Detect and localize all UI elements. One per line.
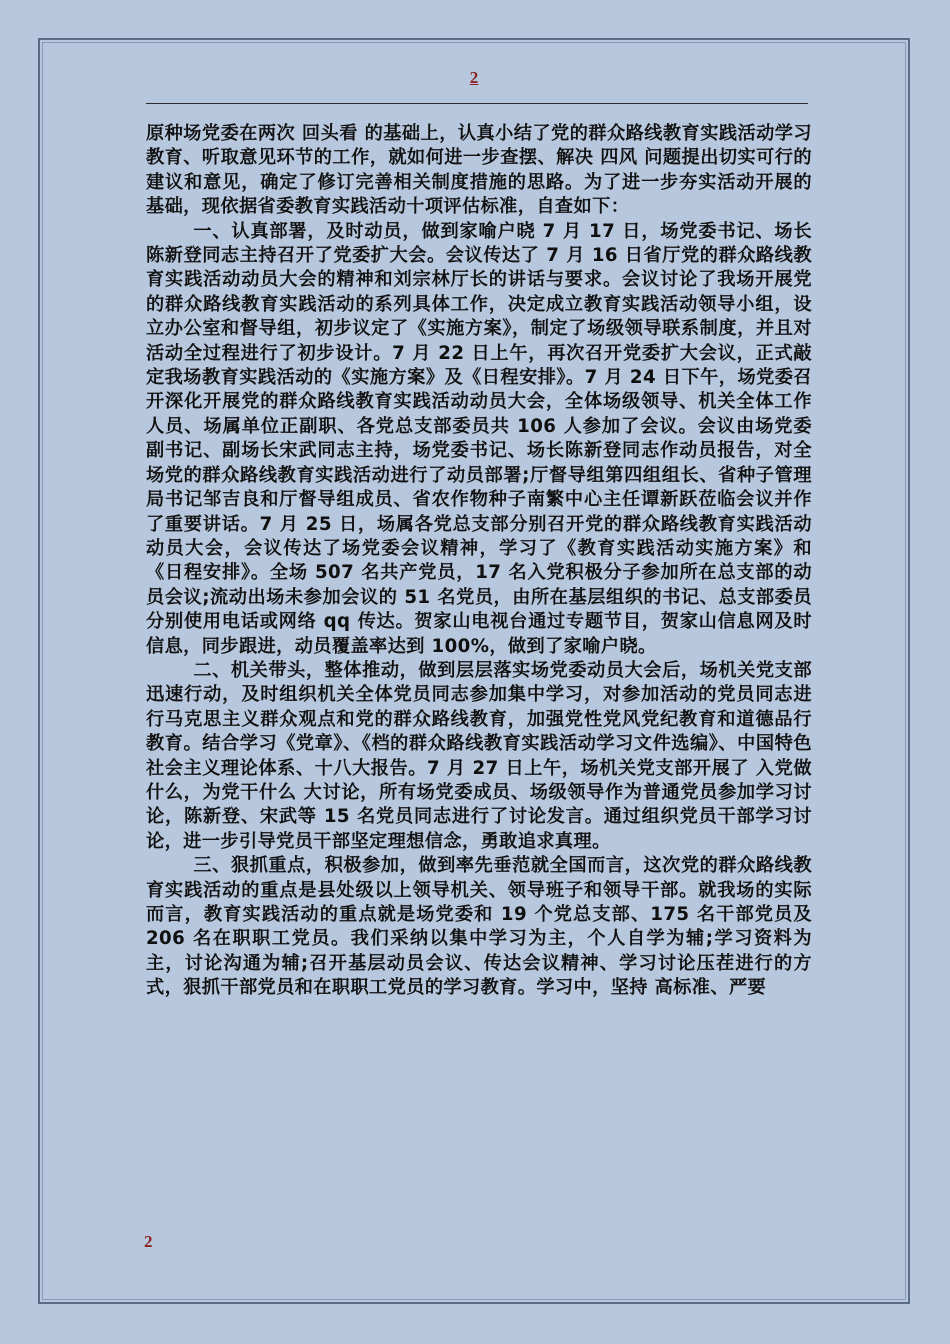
footer-page-number: 2 bbox=[144, 1232, 153, 1251]
paragraph-intro: 原种场党委在两次 回头看 的基础上，认真小结了党的群众路线教育实践活动学习教育、听取意见环节的工作，就如何进一步查摆、解决 四风 问题提出切实可行的建议和意见，确定了修订完善相关制度措施的思路。为了进一步夯实活动开展的基础，现依据省委教育实践活动十项评估标准，自查如下： bbox=[146, 123, 812, 218]
body-text bbox=[146, 122, 812, 1001]
paragraph-section-2: 二、机关带头，整体推动，做到层层落实场党委动员大会后，场机关党支部迅速行动，及时组织机关全体党员同志参加集中学习，对参加活动的党员同志进行马克思主义群众观点和党的群众路线教育，加强党性党风党纪教育和道德品行教育。结合学习《党章》、《档的群众路线教育实践活动学习文件选编》、中国特色社会主义理论体系、十八大报告。7 月 27 日上午，场机关党支部开展了 入党做什么，为党干什么 大讨论，所有场党委成员、场级领导作为普通党员参加学习讨论，陈新登、宋武等 15 名党员同志进行了讨论发言。通过组织党员干部学习讨论，进一步引导党员干部坚定理想信念，勇敢追求真理。 bbox=[146, 659, 812, 852]
paragraph-section-3: 三、狠抓重点，积极参加，做到率先垂范就全国而言，这次党的群众路线教育实践活动的重点是县处级以上领导机关、领导班子和领导干部。就我场的实际而言，教育实践活动的重点就是场党委和 19 个党总支部、175 名干部党员及 206 名在职职工党员。我们采纳以集中学习为主，个人自学为辅;学习资料为主，讨论沟通为辅;召开基层动员会议、传达会议精神、学习讨论压茬进行的方式，狠抓干部党员和在职职工党员的学习教育。学习中，坚持 高标准、严要 bbox=[146, 855, 812, 999]
header-divider bbox=[146, 103, 808, 104]
header-page-number: 2 bbox=[469, 68, 479, 87]
paragraph-section-1: 一、认真部署，及时动员，做到家喻户晓 7 月 17 日，场党委书记、场长陈新登同志主持召开了党委扩大会。会议传达了 7 月 16 日省厅党的群众路线教育实践活动动员大会的精神和刘宗林厅长的讲话与要求。会议讨论了我场开展党的群众路线教育实践活动的系列具体工作，决定成立教育实践活动领导小组，设立办公室和督导组，初步议定了《实施方案》，制定了场级领导联系制度，并且对活动全过程进行了初步设计。7 月 22 日上午，再次召开党委扩大会议，正式敲定我场教育实践活动的《实施方案》及《日程安排》。7 月 24 日下午，场党委召开深化开展党的群众路线教育实践活动动员大会，全体场级领导、机关全体工作人员、场属单位正副职、各党总支部委员共 106 人参加了会议。会议由场党委副书记、副场长宋武同志主持，场党委书记、场长陈新登同志作动员报告，对全场党的群众路线教育实践活动进行了动员部署;厅督导组第四组组长、省种子管理局书记邹吉良和厅督导组成员、省农作物种子南繁中心主任谭新跃莅临会议并作了重要讲话。7 月 25 日，场属各党总支部分别召开党的群众路线教育实践活动动员大会，会议传达了场党委会议精神，学习了《教育实践活动实施方案》和《日程安排》。全场 507 名共产党员，17 名入党积极分子参加所在总支部的动员会议;流动出场未参加会议的 51 名党员，由所在基层组织的书记、总支部委员分别使用电话或网络 qq 传达。贺家山电视台通过专题节目，贺家山信息网及时信息，同步跟进，动员覆盖率达到 100%，做到了家喻户晓。 bbox=[146, 220, 812, 657]
document-page bbox=[38, 38, 910, 1304]
